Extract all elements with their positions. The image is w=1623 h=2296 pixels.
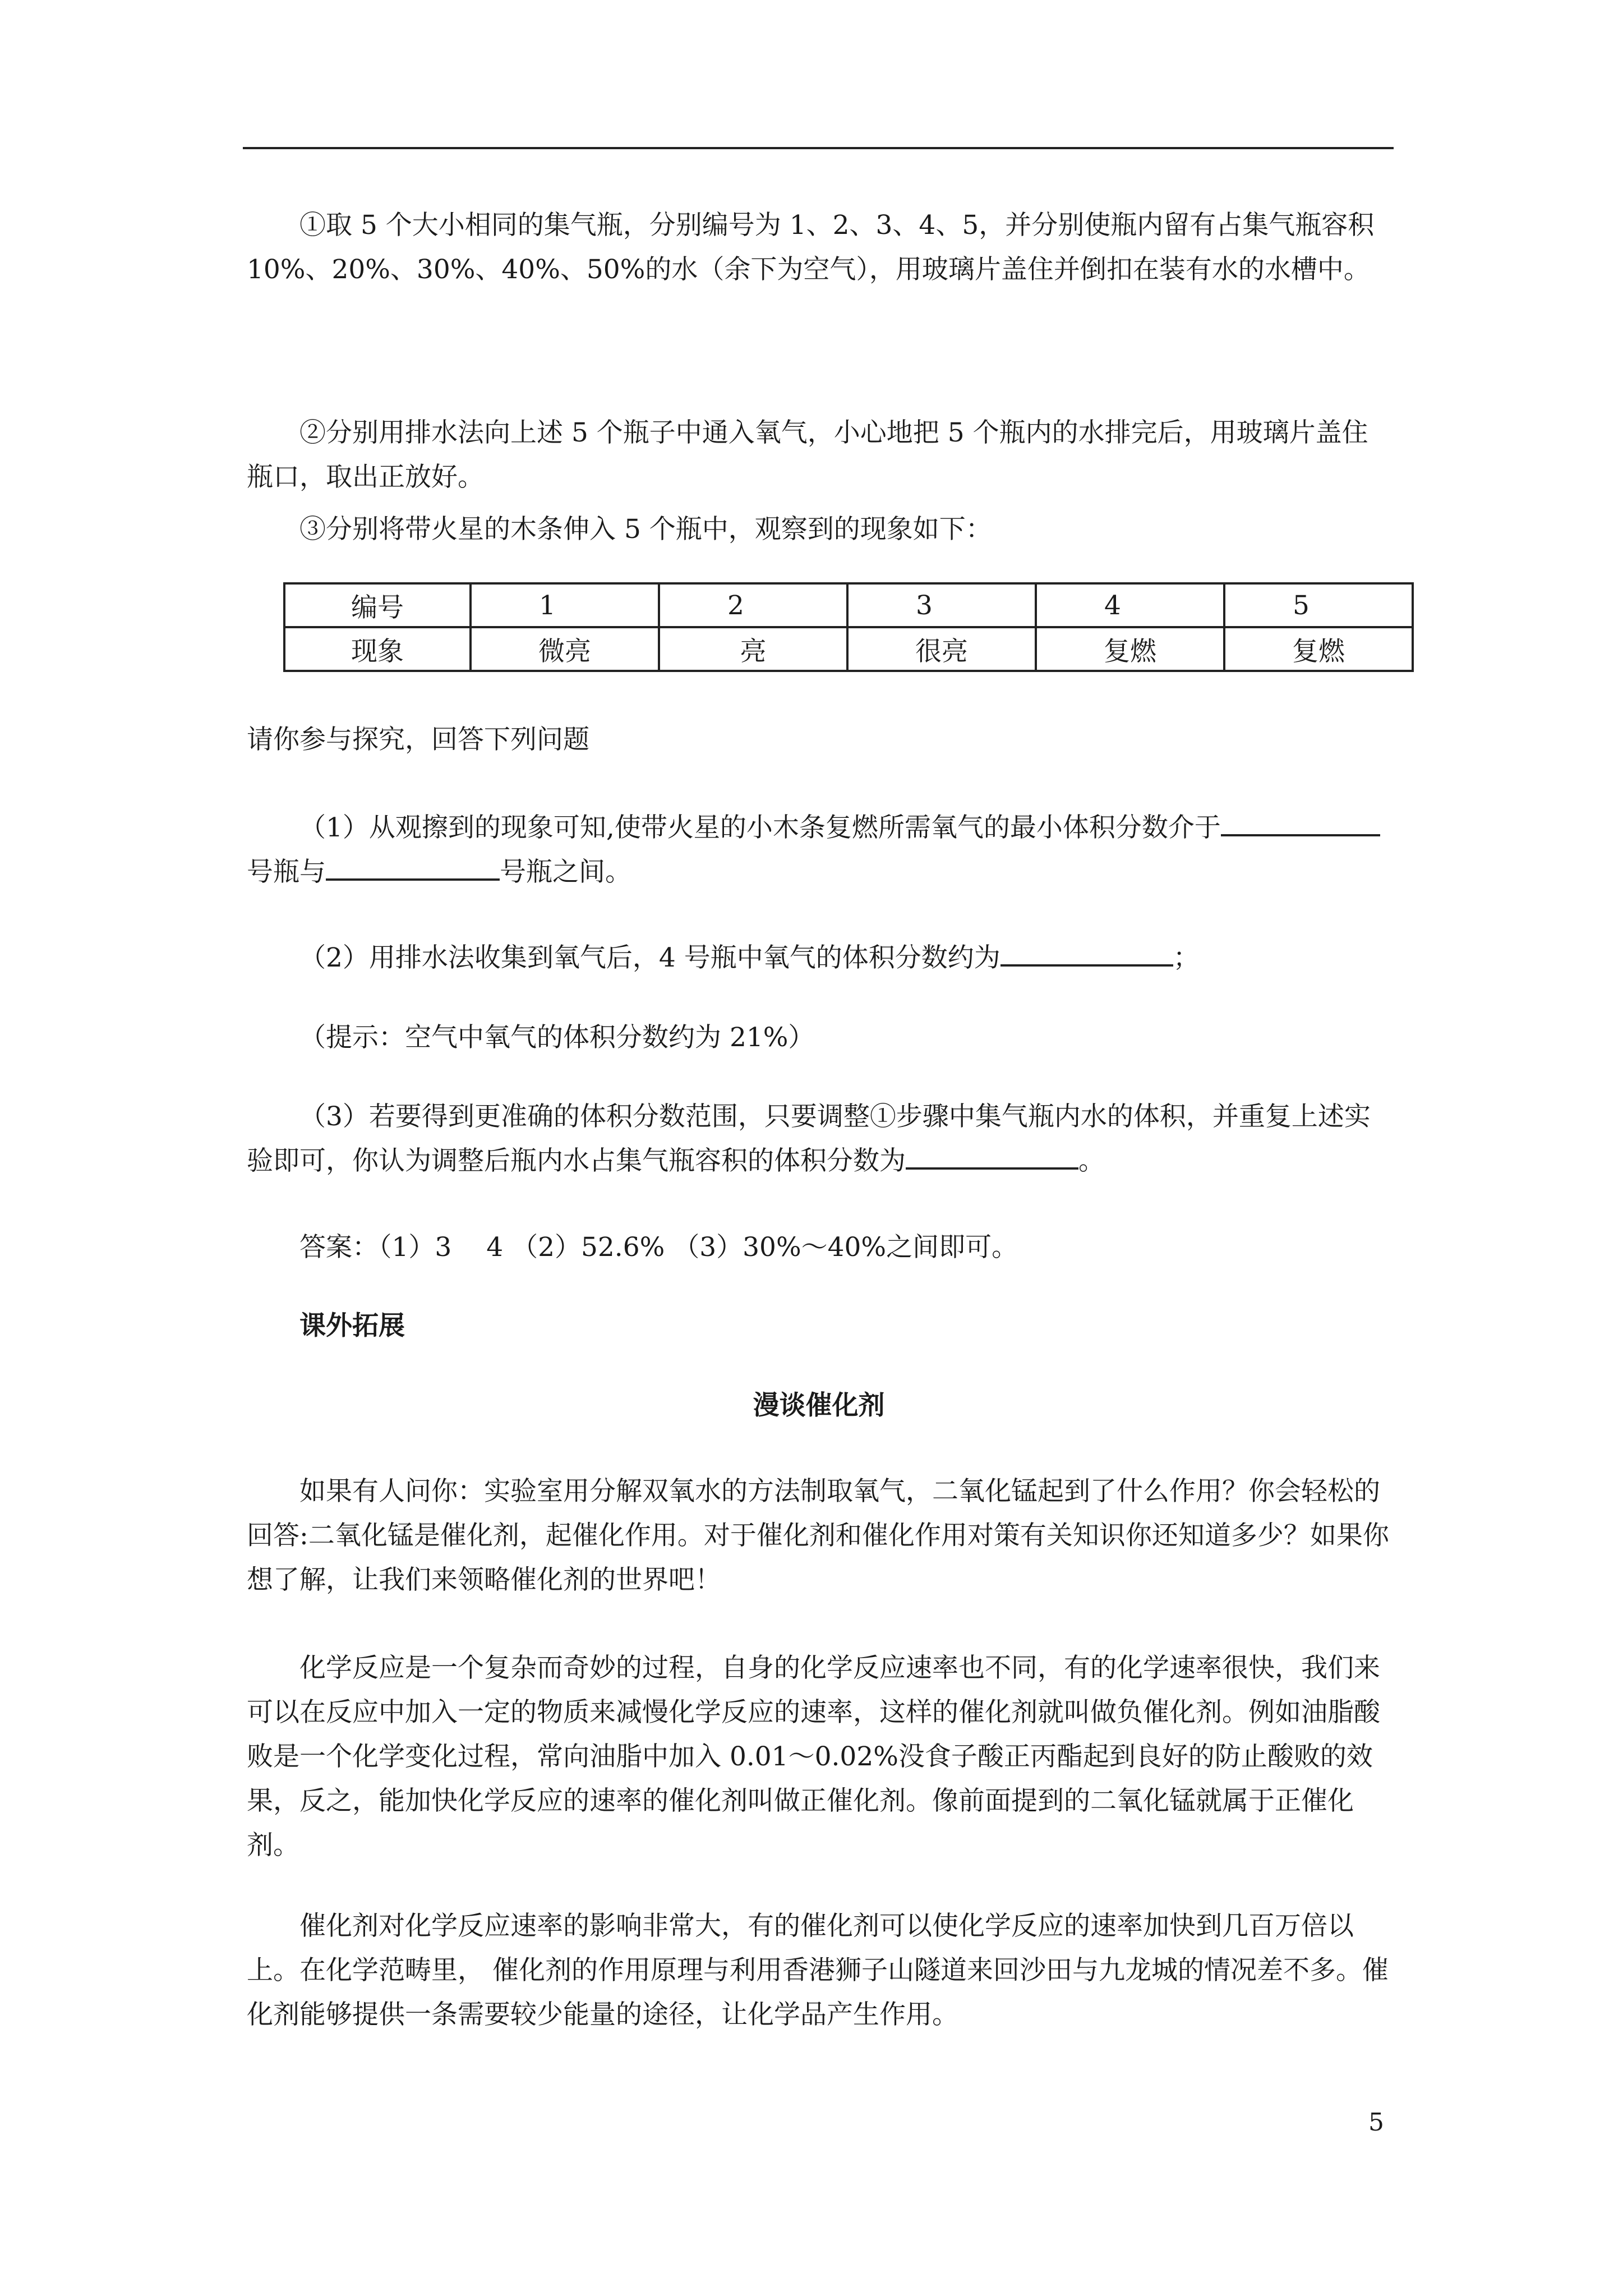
article-paragraph-3: 催化剂对化学反应速率的影响非常大，有的催化剂可以使化学反应的速率加快到几百万倍以上。在化学范畴里， 催化剂的作用原理与利用香港狮子山隧道来回沙田与九龙城的情况差不多。催化剂能够提供一条需要较少能量的途径，让化学品产生作用。: [247, 1911, 1389, 2030]
answer-blank: [326, 856, 500, 881]
table-cell-number: 1: [471, 583, 659, 627]
table-cell-number: 3: [847, 583, 1036, 627]
observation-table: [283, 582, 1414, 672]
question-1: [247, 806, 1391, 894]
table-header-number: 编号: [284, 583, 471, 627]
page-number: 5: [1368, 2108, 1384, 2137]
question-2-text: （2）用排水法收集到氧气后，4 号瓶中氧气的体积分数约为: [299, 942, 1000, 973]
question-1-text: （1）从观擦到的现象可知,使带火星的小木条复燃所需氧气的最小体积分数介于: [299, 812, 1221, 843]
section-title: 课外拓展: [299, 1310, 405, 1341]
step-2: ②分别用排水法向上述 5 个瓶子中通入氧气，小心地把 5 个瓶内的水排完后，用玻璃片盖住瓶口，取出正放好。: [247, 417, 1368, 493]
table-cell-phenomenon: 很亮: [847, 627, 1036, 671]
table-cell-phenomenon: 亮: [659, 627, 847, 671]
header-rule: [243, 147, 1394, 149]
answer-blank: [1221, 812, 1380, 836]
answer-blank: [906, 1145, 1078, 1170]
table-cell-phenomenon: 微亮: [471, 627, 659, 671]
article-title: 漫谈催化剂: [753, 1390, 885, 1421]
question-1-mid: 号瓶与: [247, 857, 326, 887]
step-3: ③分别将带火星的木条伸入 5 个瓶中，观察到的现象如下：: [299, 514, 992, 545]
article-paragraph-1: 如果有人问你：实验室用分解双氧水的方法制取氧气，二氧化锰起到了什么作用？你会轻松的回答:二氧化锰是催化剂，起催化作用。对于催化剂和催化作用对策有关知识你还知道多少？如果你想了解，让我们来领略催化剂的世界吧！: [247, 1476, 1389, 1595]
answer-blank: [1000, 942, 1173, 967]
question-3-end: 。: [1078, 1145, 1105, 1176]
question-3: [247, 1094, 1391, 1183]
table-cell-number: 5: [1224, 583, 1413, 627]
answer-key: 答案：（1）3 4 （2）52.6% （3）30%～40%之间即可。: [299, 1232, 1018, 1263]
question-3-text: （3）若要得到更准确的体积分数范围，只要调整①步骤中集气瓶内水的体积，并重复上述实验即可，你认为调整后瓶内水占集气瓶容积的体积分数为: [247, 1101, 1371, 1176]
questions-intro: 请你参与探究，回答下列问题: [247, 724, 589, 755]
table-row-numbers: [284, 583, 1413, 627]
table-cell-number: 2: [659, 583, 847, 627]
article-paragraph-2: 化学反应是一个复杂而奇妙的过程，自身的化学反应速率也不同，有的化学速率很快，我们来可以在反应中加入一定的物质来减慢化学反应的速率，这样的催化剂就叫做负催化剂。例如油脂酸败是一个化学变化过程，常向油脂中加入 0.01～0.02%没食子酸正丙酯起到良好的防止酸败的效果，反之，能加快化学反应的速率的催化剂叫做正催化剂。像前面提到的二氧化锰就属于正催化剂。: [247, 1653, 1380, 1861]
table-row-phenomena: [284, 627, 1413, 671]
table-header-phenomenon: 现象: [284, 627, 471, 671]
hint: （提示：空气中氧气的体积分数约为 21%）: [299, 1022, 815, 1053]
table-cell-phenomenon: 复燃: [1036, 627, 1224, 671]
question-2-end: ；: [1173, 942, 1200, 973]
step-1: ①取 5 个大小相同的集气瓶，分别编号为 1、2、3、4、5，并分别使瓶内留有占集气瓶容积 10%、20%、30%、40%、50%的水（余下为空气），用玻璃片盖住并倒扣在装有水的水槽中。: [247, 210, 1375, 285]
question-2: [247, 936, 1391, 980]
table-cell-phenomenon: 复燃: [1224, 627, 1413, 671]
question-1-end: 号瓶之间。: [500, 857, 631, 887]
table-cell-number: 4: [1036, 583, 1224, 627]
